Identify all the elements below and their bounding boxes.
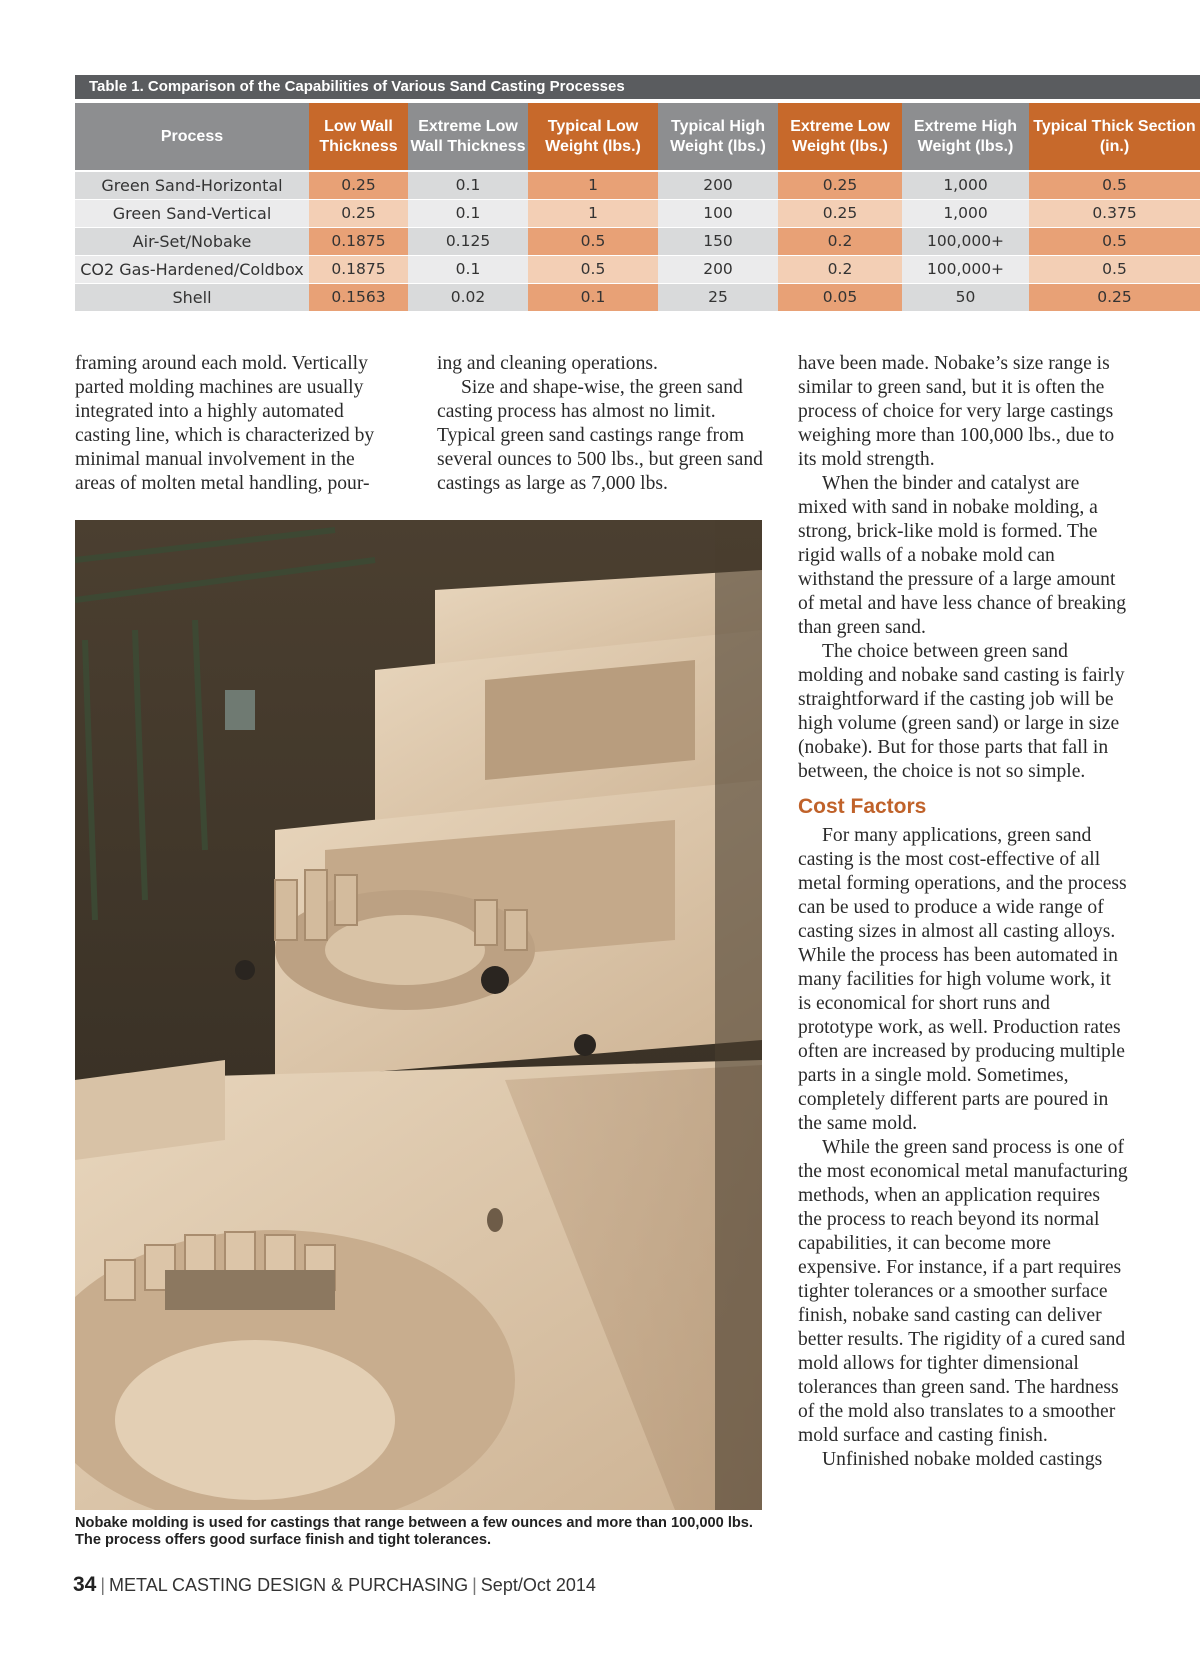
comparison-table <box>75 75 1200 312</box>
table-cell: 100,000+ <box>902 255 1029 283</box>
table-cell: 0.25 <box>778 171 902 199</box>
footer-separator: | <box>100 1575 106 1595</box>
header-extreme-high-weight: Extreme High Weight (lbs.) <box>902 101 1029 171</box>
article-column-1 <box>75 352 395 496</box>
page-number: 34 <box>73 1573 97 1596</box>
table-cell: 0.5 <box>1029 255 1200 283</box>
table-cell: 0.5 <box>528 255 658 283</box>
article-column-3 <box>798 352 1128 1472</box>
table-cell: 0.1 <box>408 255 528 283</box>
table-cell: 25 <box>658 283 778 311</box>
table-cell: 1,000 <box>902 199 1029 227</box>
table-cell: 0.1 <box>408 199 528 227</box>
header-low-wall-thickness: Low Wall Thickness <box>309 101 408 171</box>
page-footer <box>73 1573 596 1597</box>
table-cell: 1,000 <box>902 171 1029 199</box>
footer-separator: | <box>472 1575 477 1595</box>
table-row <box>75 171 1200 199</box>
header-typical-thick-section: Typical Thick Section (in.) <box>1029 101 1200 171</box>
header-typical-low-weight: Typical Low Weight (lbs.) <box>528 101 658 171</box>
table-row <box>75 283 1200 311</box>
header-extreme-low-wall-thickness: Extreme Low Wall Thickness <box>408 101 528 171</box>
table-cell: 0.375 <box>1029 199 1200 227</box>
table-cell: 200 <box>658 255 778 283</box>
table-cell: 1 <box>528 171 658 199</box>
table-cell: 0.125 <box>408 227 528 255</box>
table-cell: Green Sand-Vertical <box>75 199 309 227</box>
table-cell: 0.1 <box>408 171 528 199</box>
table-cell: 0.5 <box>528 227 658 255</box>
section-heading-cost-factors: Cost Factors <box>798 795 927 818</box>
paragraph: ing and cleaning operations. <box>437 353 658 374</box>
capabilities-table <box>75 99 1200 312</box>
paragraph: For many applications, green sand casting is the most cost-effective of all metal forming operations, and the process can be used to produce a wide range of casting sizes in almost all casting alloys. While the process has been automated in many facilities for high volume work, it is economical for short runs and prototype work, as well. Production rates often are increased by producing multiple parts in a single mold. Sometimes, completely different parts are poured in the same mold. <box>798 825 1127 1134</box>
table-cell: 0.25 <box>309 199 408 227</box>
publication-name: METAL CASTING DESIGN & PURCHASING <box>109 1575 469 1595</box>
table-cell: 0.5 <box>1029 227 1200 255</box>
table-cell: CO2 Gas-Hardened/Coldbox <box>75 255 309 283</box>
table-cell: 100 <box>658 199 778 227</box>
table-cell: 0.25 <box>1029 283 1200 311</box>
photo-caption: Nobake molding is used for castings that range between a few ounces and more than 100,000 lbs. The process offers good surface finish and tight tolerances. <box>75 1515 753 1548</box>
paragraph: The choice between green sand molding and nobake sand casting is fairly straightforward if the casting job will be high volume (green sand) or large in size (nobake). But for those parts that fall in between, the choice is not so simple. <box>798 641 1125 782</box>
paragraph: When the binder and catalyst are mixed with sand in nobake molding, a strong, brick-like mold is formed. The rigid walls of a nobake mold can withstand the pressure of a large amount of metal and have less chance of breaking than green sand. <box>798 473 1127 638</box>
table-cell: Air-Set/Nobake <box>75 227 309 255</box>
table-cell: 0.1875 <box>309 255 408 283</box>
table-cell: 200 <box>658 171 778 199</box>
table-cell: 0.05 <box>778 283 902 311</box>
table-cell: 0.1563 <box>309 283 408 311</box>
paragraph: Unfinished nobake molded castings <box>822 1449 1103 1470</box>
article-column-2 <box>437 352 767 496</box>
table-cell: 0.1 <box>528 283 658 311</box>
paragraph: Size and shape-wise, the green sand casting process has almost no limit. Typical green sand castings range from several ounces to 500 lbs., but green sand castings as large as 7,000 lbs. <box>437 377 763 494</box>
header-process: Process <box>75 101 309 171</box>
table-row <box>75 255 1200 283</box>
table-cell: 1 <box>528 199 658 227</box>
table-cell: 0.2 <box>778 255 902 283</box>
header-extreme-low-weight: Extreme Low Weight (lbs.) <box>778 101 902 171</box>
table-caption: Table 1. Comparison of the Capabilities of Various Sand Casting Processes <box>75 75 1200 99</box>
table-row <box>75 227 1200 255</box>
table-cell: 0.5 <box>1029 171 1200 199</box>
table-cell: 100,000+ <box>902 227 1029 255</box>
table-cell: 50 <box>902 283 1029 311</box>
table-cell: 150 <box>658 227 778 255</box>
nobake-mold-photo <box>75 520 762 1510</box>
paragraph: While the green sand process is one of the most economical metal manufacturing methods, when an application requires the process to reach beyond its normal capabilities, it can become more expensive. For instance, if a part requires tighter tolerances or a smoother surface finish, nobake sand casting can deliver better results. The rigidity of a cured sand mold allows for tighter dimensional tolerances than green sand. The hardness of the mold also translates to a smoother mold surface and casting finish. <box>798 1137 1128 1446</box>
issue-date: Sept/Oct 2014 <box>480 1575 596 1595</box>
table-cell: 0.25 <box>309 171 408 199</box>
table-row <box>75 199 1200 227</box>
table-cell: 0.2 <box>778 227 902 255</box>
table-header-row <box>75 101 1200 171</box>
paragraph: framing around each mold. Vertically parted molding machines are usually integrated into a highly automated casting line, which is characterized by minimal manual involvement in the areas of molten metal handling, pour- <box>75 353 375 494</box>
table-cell: 0.02 <box>408 283 528 311</box>
table-cell: Green Sand-Horizontal <box>75 171 309 199</box>
header-typical-high-weight: Typical High Weight (lbs.) <box>658 101 778 171</box>
paragraph: have been made. Nobake’s size range is similar to green sand, but it is often the process of choice for very large castings weighing more than 100,000 lbs., due to its mold strength. <box>798 353 1115 470</box>
table-cell: Shell <box>75 283 309 311</box>
table-cell: 0.25 <box>778 199 902 227</box>
table-cell: 0.1875 <box>309 227 408 255</box>
